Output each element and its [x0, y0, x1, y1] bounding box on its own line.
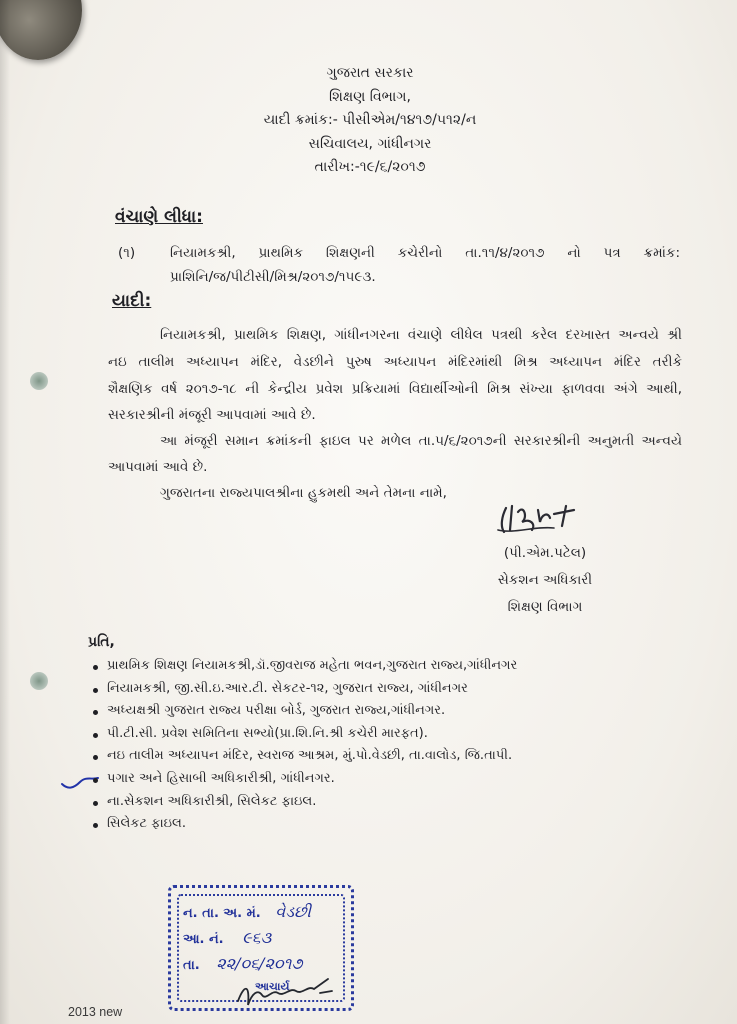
- government-name: ગુજરાત સરકાર: [326, 65, 414, 81]
- order-para1-line3: શૈક્ષણિક વર્ષ ૨૦૧૭-૧૮ ની કેન્દ્રીય પ્રવેશ પ્રક્રિયામાં વિદ્યાર્થીઓની મિશ્ર સંખ્યા ફાળવવા અંગે આથી,: [108, 381, 682, 397]
- stamp-row-date: [183, 954, 302, 974]
- signatory-name: (પી.એમ.પટેલ): [503, 545, 587, 561]
- read-item-number: (૧): [118, 245, 136, 261]
- stamp-date-value: ૨૨/૦૬/૨૦૧૭: [216, 954, 303, 973]
- list-item: પગાર અને હિસાબી અધિકારીશ્રી, ગાંધીનગર.: [93, 771, 517, 794]
- handwritten-signature-icon: [484, 500, 584, 540]
- list-item: નઇ તાલીમ અધ્યાપન મંદિર, સ્વરાજ આશ્રમ, મું.પો.વેડછી, તા.વાલોડ, જિ.તાપી.: [93, 748, 517, 771]
- letter-header: [220, 62, 520, 180]
- stamp-signature-icon: [232, 975, 352, 1015]
- stamp-row-inward-number: [183, 928, 271, 948]
- bullet-icon: [93, 801, 98, 806]
- order-heading: યાદી:: [112, 291, 152, 311]
- stamp-row-institution: [183, 902, 311, 922]
- bullet-icon: [93, 710, 98, 715]
- bullet-icon: [93, 733, 98, 738]
- stamp-inward-label: આ. નં.: [183, 932, 224, 947]
- bullet-icon: [93, 755, 98, 760]
- department-name: શિક્ષણ વિભાગ,: [329, 88, 411, 105]
- bullet-icon: [93, 665, 98, 670]
- distribution-heading: પ્રતિ,: [88, 634, 115, 650]
- order-para2-line1: આ મંજૂરી સમાન ક્રમાંકની ફાઇલ પર મળેલ તા.૫/૬/૨૦૧૭ની સરકારશ્રીની અનુમતી અન્વયે: [160, 433, 682, 449]
- stamp-inward-value: ૯૬૩: [242, 928, 272, 947]
- order-para3: ગુજરાતના રાજ્યપાલશ્રીના હુકમથી અને તેમના નામે,: [160, 485, 447, 501]
- bullet-icon: [93, 688, 98, 693]
- letter-date: તારીખ:-૧૯/૬/૨૦૧૭: [314, 159, 426, 175]
- punch-hole-top: [30, 372, 48, 390]
- coin-object: [0, 0, 82, 60]
- distribution-list: [93, 658, 517, 839]
- order-para1-line4: સરકારશ્રીની મંજૂરી આપવામાં આવે છે.: [108, 407, 316, 423]
- office-location: સચિવાલય, ગાંધીનગર: [308, 135, 432, 152]
- order-para2-line2: આપવામાં આવે છે.: [108, 459, 208, 475]
- stamp-footer: આચાર્ય: [255, 980, 290, 993]
- paper-edge-shadow: [0, 0, 10, 1024]
- punch-hole-bottom: [30, 672, 48, 690]
- signatory-department: શિક્ષણ વિભાગ: [507, 599, 583, 615]
- stamp-institution-label: ન. તા. અ. મં.: [183, 906, 261, 921]
- reference-number: યાદી ક્રમાંક:- પીસીએમ/૧૪૧૭/૫૧૨/ન: [263, 112, 477, 128]
- bullet-icon: [93, 778, 98, 783]
- read-item-line1: નિયામકશ્રી, પ્રાથમિક શિક્ષણની કચેરીનો તા.૧૧/૪/૨૦૧૭ નો પત્ર ક્રમાંક:: [170, 245, 680, 261]
- list-item: પ્રાથમિક શિક્ષણ નિયામકશ્રી,ડૉ.જીવરાજ મહેતા ભવન,ગુજરાત રાજ્ય,ગાંધીનગર: [93, 658, 517, 681]
- list-item: અધ્યક્ષશ્રી ગુજરાત રાજ્ય પરીક્ષા બોર્ડ, ગુજરાત રાજ્ય,ગાંધીનગર.: [93, 703, 517, 726]
- footer-code: 2013 new: [68, 1005, 123, 1019]
- order-para1-line1: નિયામકશ્રી, પ્રાથમિક શિક્ષણ, ગાંધીનગરના વંચાણે લીધેલ પત્રથી કરેલ દરખાસ્ત અન્વયે શ્રી: [160, 327, 682, 343]
- read-item-line2: પ્રાશિનિ/જ/પીટીસી/મિશ્ર/૨૦૧૭/૧૫૯૩.: [170, 269, 376, 285]
- read-heading: વંચાણે લીધા:: [115, 207, 203, 227]
- bullet-icon: [93, 823, 98, 828]
- list-item: ના.સેકશન અધિકારીશ્રી, સિલેકટ ફાઇલ.: [93, 794, 517, 817]
- signatory-designation: સેકશન અધિકારી: [497, 572, 593, 588]
- stamp-date-label: તા.: [183, 958, 200, 973]
- list-item: નિયામકશ્રી, જી.સી.ઇ.આર.ટી. સેકટર-૧૨, ગુજરાત રાજ્ય, ગાંધીનગર: [93, 681, 517, 704]
- order-para1-line2: નઇ તાલીમ અધ્યાપન મંદિર, વેડછીને પુરુષ અધ્યાપન મંદિરમાંથી મિશ્ર અધ્યાપન મંદિર તરીકે: [108, 354, 682, 370]
- list-item: સિલેકટ ફાઇલ.: [93, 816, 517, 839]
- stamp-institution-value: વેડછી: [275, 902, 311, 921]
- list-item: પી.ટી.સી. પ્રવેશ સમિતિના સભ્યો(પ્રા.શિ.નિ.શ્રી કચેરી મારફત).: [93, 726, 517, 749]
- signatory-block: [470, 540, 620, 621]
